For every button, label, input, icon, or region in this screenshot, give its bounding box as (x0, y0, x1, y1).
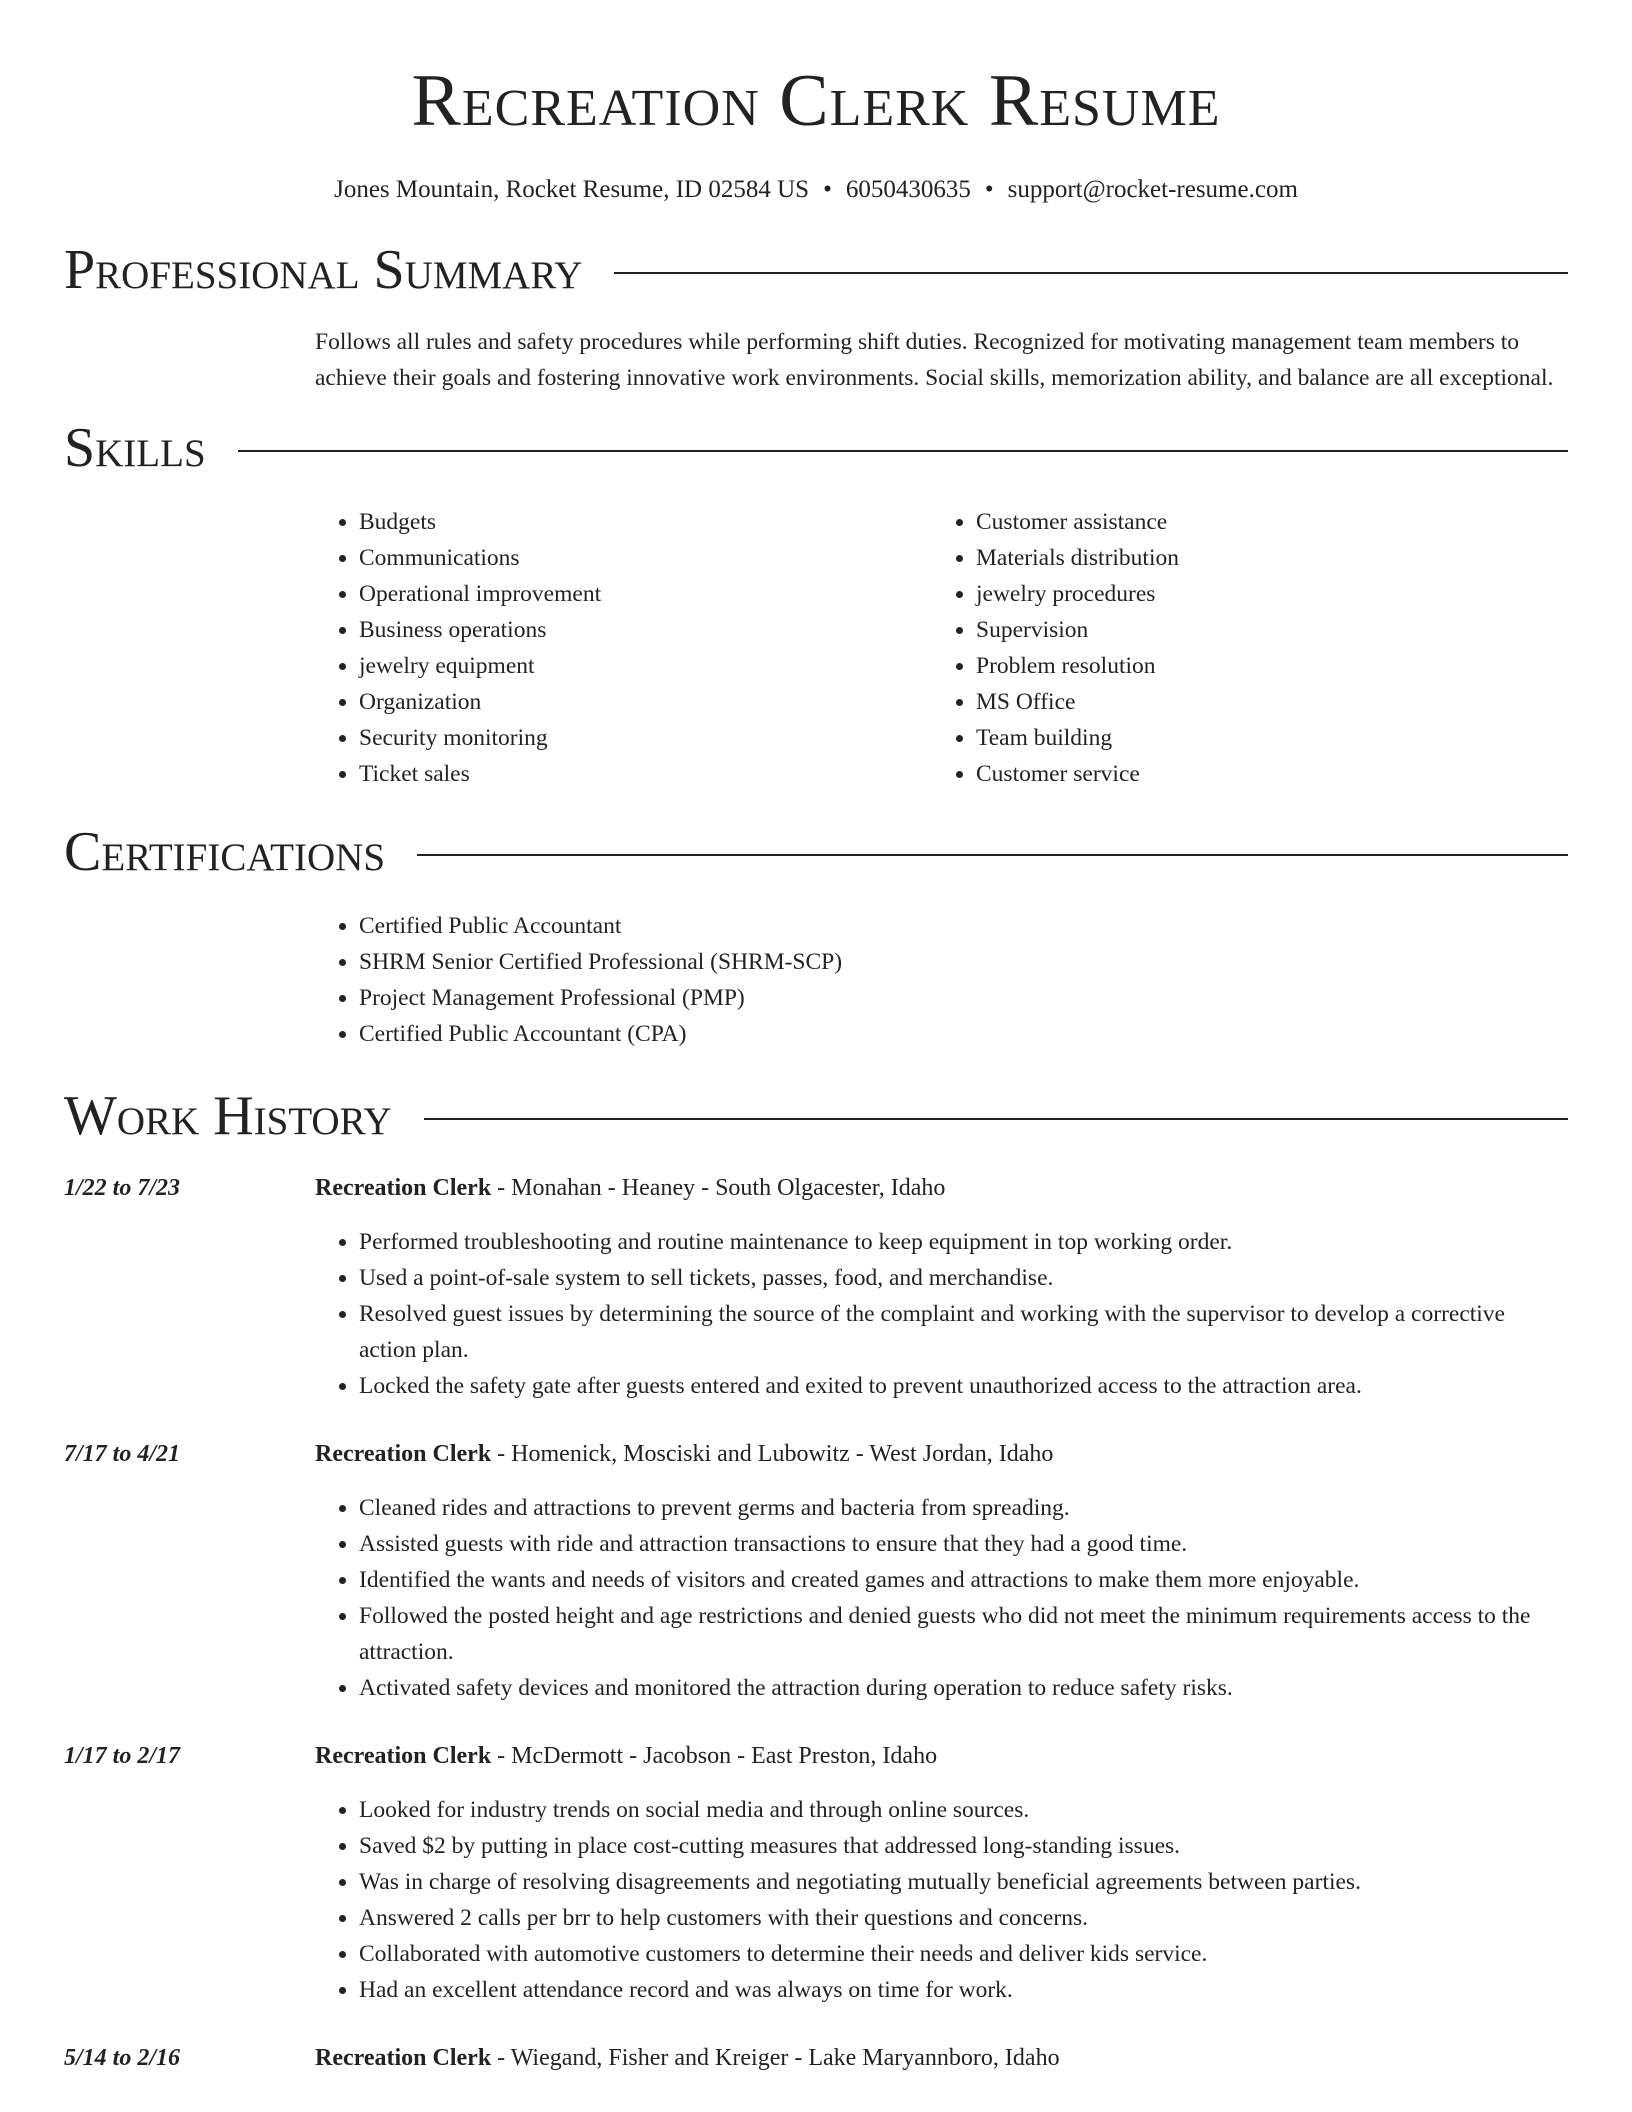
resume-page (64, 0, 1568, 2076)
contact-phone: 6050430635 (845, 176, 971, 203)
duty-item: • Locked the safety gate after guests entered and exited to prevent unauthorized access to the attraction area. (359, 1368, 1568, 1404)
job-title-line (315, 1436, 1568, 1472)
duty-item: • Assisted guests with ride and attraction transactions to ensure that they had a good time. (359, 1526, 1568, 1562)
skills-heading: Skills (64, 417, 206, 479)
skill-item: • Supervision (976, 612, 1549, 648)
duty-item: • Had an excellent attendance record and was always on time for work. (359, 1972, 1568, 2008)
skill-item: • Problem resolution (976, 648, 1549, 684)
skill-item: • MS Office (976, 684, 1549, 720)
duty-item: • Answered 2 calls per brr to help customers with their questions and concerns. (359, 1900, 1568, 1936)
skills-column-left (315, 504, 932, 792)
job-duties (315, 1490, 1568, 1706)
job-duties (315, 1792, 1568, 2008)
certification-item: • Certified Public Accountant (359, 908, 1568, 944)
job-entry (64, 1170, 1568, 1404)
job-entry (64, 1738, 1568, 2008)
job-dates: 1/17 to 2/17 (64, 1743, 181, 1769)
job-duties (315, 1224, 1568, 1404)
section-divider (424, 1118, 1568, 1120)
job-entry (64, 2040, 1568, 2076)
job-entry (64, 1436, 1568, 1706)
duty-item: • Used a point-of-sale system to sell tickets, passes, food, and merchandise. (359, 1260, 1568, 1296)
certifications-list (315, 908, 1568, 1052)
job-role: Recreation Clerk (315, 2045, 492, 2071)
section-divider (238, 450, 1568, 452)
duty-item: • Performed troubleshooting and routine maintenance to keep equipment in top working order. (359, 1224, 1568, 1260)
job-employer: - McDermott - Jacobson - East Preston, Idaho (491, 1743, 938, 1769)
job-title-line (315, 2040, 1568, 2076)
certification-item: • SHRM Senior Certified Professional (SHRM-SCP) (359, 944, 1568, 980)
work-history-heading: Work History (64, 1085, 392, 1147)
certifications-section-header (64, 822, 1568, 882)
contact-email: support@rocket-resume.com (1007, 176, 1298, 203)
duty-item: • Cleaned rides and attractions to prevent germs and bacteria from spreading. (359, 1490, 1568, 1526)
job-employer: - Wiegand, Fisher and Kreiger - Lake Maryannboro, Idaho (491, 2045, 1060, 2071)
skills-section-header (64, 418, 1568, 478)
resume-title: Recreation Clerk Resume (411, 60, 1221, 142)
job-dates: 7/17 to 4/21 (64, 1441, 181, 1467)
duty-item: • Followed the posted height and age restrictions and denied guests who did not meet the minimum requirements access to the attraction. (359, 1598, 1568, 1670)
work-history-section-header (64, 1086, 1568, 1146)
skill-item: • Operational improvement (359, 576, 932, 612)
job-employer: - Monahan - Heaney - South Olgacester, Idaho (491, 1175, 946, 1201)
duty-item: • Resolved guest issues by determining the source of the complaint and working with the supervisor to develop a corrective action plan. (359, 1296, 1568, 1368)
duty-item: • Collaborated with automotive customers to determine their needs and deliver kids service. (359, 1936, 1568, 1972)
skill-item: • Business operations (359, 612, 932, 648)
certifications-heading: Certifications (64, 821, 386, 883)
job-title-line (315, 1738, 1568, 1774)
duty-item: • Activated safety devices and monitored the attraction during operation to reduce safety risks. (359, 1670, 1568, 1706)
skills-column-right (932, 504, 1549, 792)
duty-item: • Looked for industry trends on social media and through online sources. (359, 1792, 1568, 1828)
skill-item: • Budgets (359, 504, 932, 540)
job-title-line (315, 1170, 1568, 1206)
duty-item: • Saved $2 by putting in place cost-cutting measures that addressed long-standing issues. (359, 1828, 1568, 1864)
job-role: Recreation Clerk (315, 1175, 492, 1201)
skill-item: • jewelry equipment (359, 648, 932, 684)
duty-item: • Identified the wants and needs of visitors and created games and attractions to make them more enjoyable. (359, 1562, 1568, 1598)
certification-item: • Project Management Professional (PMP) (359, 980, 1568, 1016)
job-dates: 5/14 to 2/16 (64, 2045, 181, 2071)
skill-item: • jewelry procedures (976, 576, 1549, 612)
skill-item: • Team building (976, 720, 1549, 756)
summary-section-header (64, 240, 1568, 300)
job-role: Recreation Clerk (315, 1441, 492, 1467)
skills-list (315, 504, 1568, 792)
skill-item: • Materials distribution (976, 540, 1549, 576)
skill-item: • Customer service (976, 756, 1549, 792)
contact-line (64, 174, 1568, 206)
job-dates: 1/22 to 7/23 (64, 1175, 181, 1201)
summary-text: Follows all rules and safety procedures while performing shift duties. Recognized for motivating management team members to achieve their goals and fostering innovative work environments. Social skills, memorization ability, and balance are all exceptional. (315, 329, 1554, 391)
contact-separator: • (823, 176, 832, 203)
section-divider (614, 272, 1568, 274)
certification-item: • Certified Public Accountant (CPA) (359, 1016, 1568, 1052)
skill-item: • Customer assistance (976, 504, 1549, 540)
duty-item: • Was in charge of resolving disagreements and negotiating mutually beneficial agreements between parties. (359, 1864, 1568, 1900)
job-employer: - Homenick, Mosciski and Lubowitz - West Jordan, Idaho (491, 1441, 1054, 1467)
skill-item: • Communications (359, 540, 932, 576)
contact-address: Jones Mountain, Rocket Resume, ID 02584 US (334, 176, 810, 203)
skill-item: • Security monitoring (359, 720, 932, 756)
section-divider (417, 854, 1568, 856)
skill-item: • Organization (359, 684, 932, 720)
contact-separator: • (984, 176, 994, 203)
summary-heading: Professional Summary (64, 239, 583, 301)
job-role: Recreation Clerk (315, 1743, 492, 1769)
skill-item: • Ticket sales (359, 756, 932, 792)
